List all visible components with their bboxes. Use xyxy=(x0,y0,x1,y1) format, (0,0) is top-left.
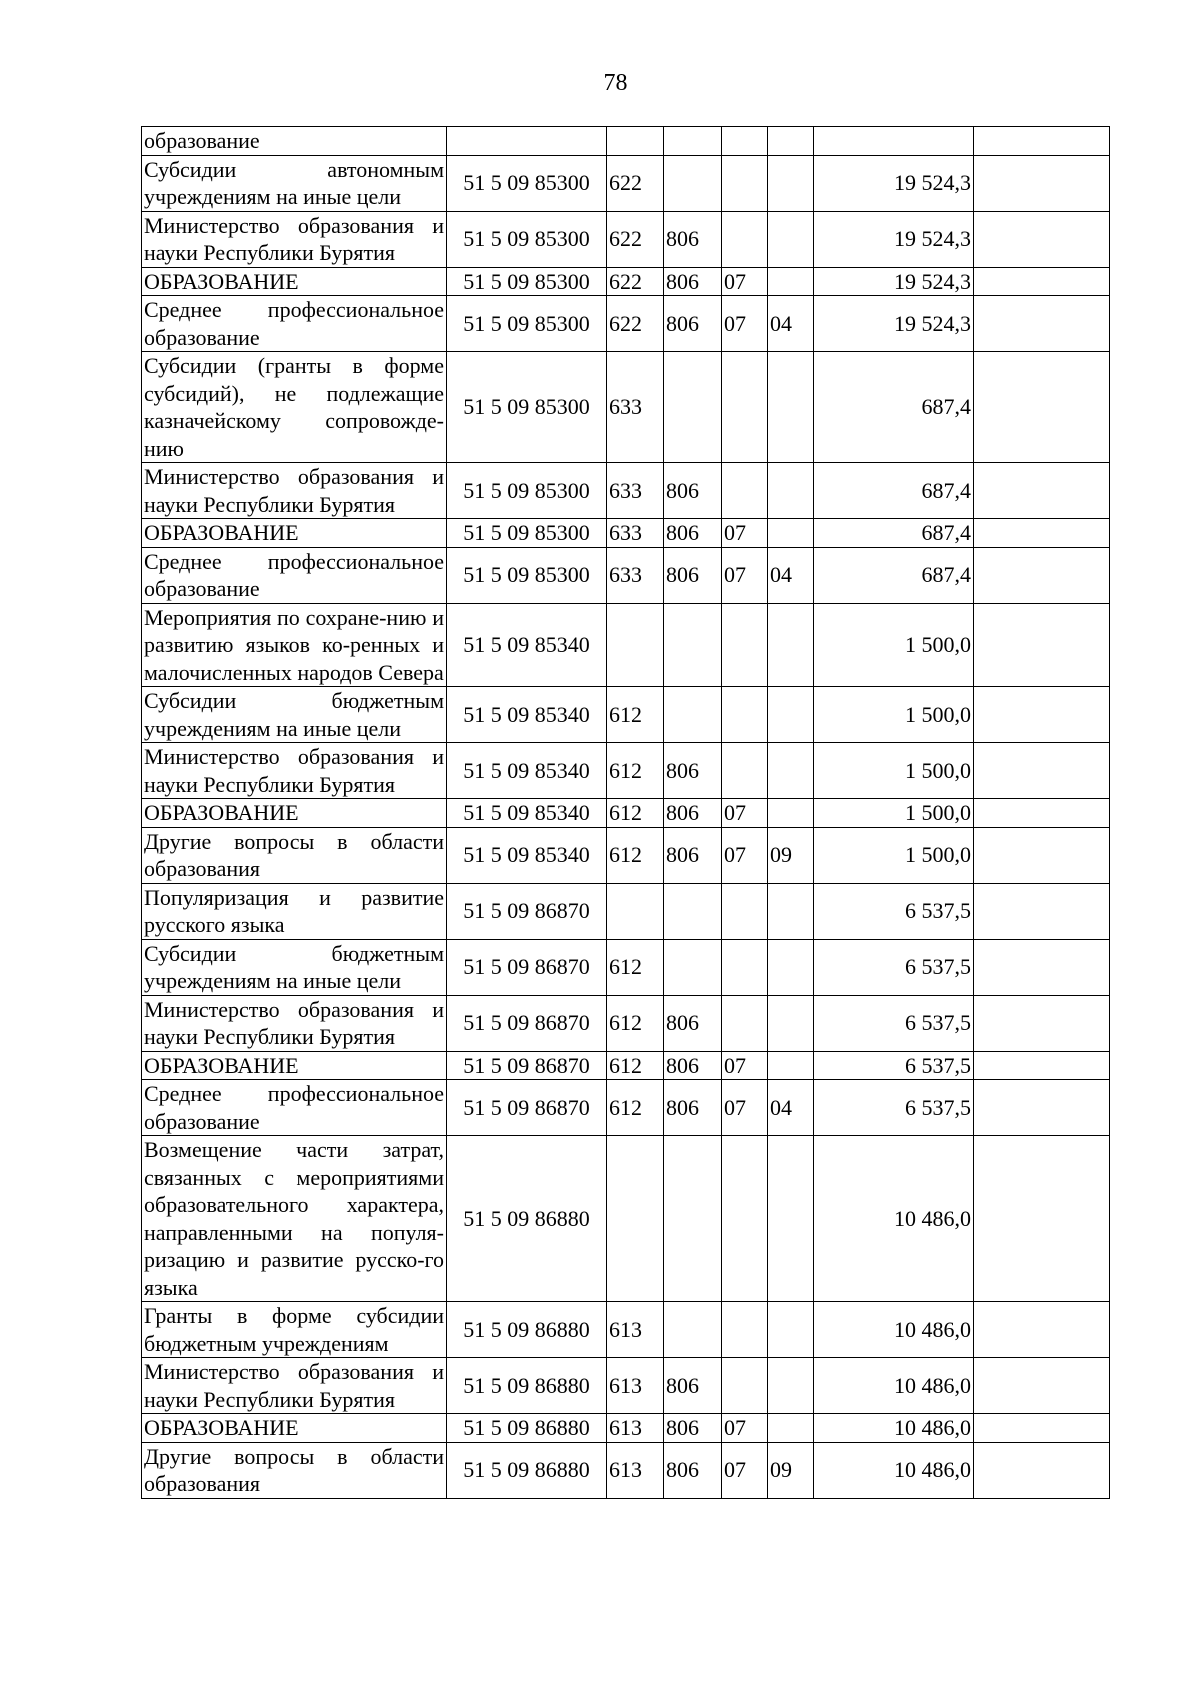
expense-type-cell: 622 xyxy=(607,155,664,211)
expense-type-cell: 612 xyxy=(607,939,664,995)
amount-cell: 687,4 xyxy=(814,463,974,519)
target-article-cell: 51 5 09 85300 xyxy=(447,547,607,603)
expense-type-cell: 613 xyxy=(607,1414,664,1443)
administrator-cell xyxy=(664,1302,722,1358)
administrator-cell: 806 xyxy=(664,1414,722,1443)
row-name-cell: Другие вопросы в области образования xyxy=(142,827,447,883)
empty-cell xyxy=(974,827,1110,883)
target-article-cell: 51 5 09 86870 xyxy=(447,995,607,1051)
administrator-cell: 806 xyxy=(664,743,722,799)
empty-cell xyxy=(974,463,1110,519)
subsection-cell xyxy=(768,939,814,995)
amount-cell: 10 486,0 xyxy=(814,1442,974,1498)
row-name-cell: ОБРАЗОВАНИЕ xyxy=(142,519,447,548)
subsection-cell xyxy=(768,155,814,211)
subsection-cell xyxy=(768,687,814,743)
row-name-cell: ОБРАЗОВАНИЕ xyxy=(142,1414,447,1443)
row-name-cell: Среднее профессиональное образование xyxy=(142,1080,447,1136)
administrator-cell: 806 xyxy=(664,211,722,267)
administrator-cell: 806 xyxy=(664,519,722,548)
empty-cell xyxy=(974,743,1110,799)
table-row xyxy=(142,211,1110,267)
row-name-cell: Среднее профессиональное образование xyxy=(142,547,447,603)
table-row xyxy=(142,296,1110,352)
row-name-cell: Субсидии (гранты в форме субсидий), не подлежащие казначейскому сопровожде-нию xyxy=(142,352,447,463)
section-cell: 07 xyxy=(722,267,768,296)
administrator-cell xyxy=(664,1136,722,1302)
table-row xyxy=(142,519,1110,548)
section-cell: 07 xyxy=(722,296,768,352)
row-name-cell: Популяризация и развитие русского языка xyxy=(142,883,447,939)
table-row xyxy=(142,1442,1110,1498)
row-name-cell: Субсидии бюджетным учреждениям на иные цели xyxy=(142,939,447,995)
amount-cell xyxy=(814,127,974,156)
empty-cell xyxy=(974,1302,1110,1358)
target-article-cell xyxy=(447,127,607,156)
table-row xyxy=(142,743,1110,799)
empty-cell xyxy=(974,211,1110,267)
table-row xyxy=(142,603,1110,687)
section-cell: 07 xyxy=(722,1442,768,1498)
section-cell: 07 xyxy=(722,519,768,548)
subsection-cell xyxy=(768,127,814,156)
expense-type-cell: 612 xyxy=(607,1080,664,1136)
row-name-cell: Министерство образования и науки Республики Бурятия xyxy=(142,743,447,799)
expense-type-cell xyxy=(607,1136,664,1302)
subsection-cell xyxy=(768,463,814,519)
administrator-cell xyxy=(664,939,722,995)
subsection-cell xyxy=(768,883,814,939)
empty-cell xyxy=(974,519,1110,548)
target-article-cell: 51 5 09 85340 xyxy=(447,827,607,883)
administrator-cell: 806 xyxy=(664,547,722,603)
subsection-cell xyxy=(768,1051,814,1080)
administrator-cell: 806 xyxy=(664,267,722,296)
target-article-cell: 51 5 09 85300 xyxy=(447,463,607,519)
subsection-cell xyxy=(768,211,814,267)
section-cell: 07 xyxy=(722,1414,768,1443)
table-row xyxy=(142,939,1110,995)
expense-type-cell: 612 xyxy=(607,799,664,828)
row-name-cell: Гранты в форме субсидии бюджетным учреждениям xyxy=(142,1302,447,1358)
administrator-cell: 806 xyxy=(664,296,722,352)
section-cell xyxy=(722,995,768,1051)
administrator-cell: 806 xyxy=(664,1051,722,1080)
amount-cell: 6 537,5 xyxy=(814,1080,974,1136)
table-row xyxy=(142,1414,1110,1443)
row-name-cell: образование xyxy=(142,127,447,156)
target-article-cell: 51 5 09 86870 xyxy=(447,939,607,995)
section-cell: 07 xyxy=(722,1080,768,1136)
section-cell xyxy=(722,352,768,463)
target-article-cell: 51 5 09 85300 xyxy=(447,211,607,267)
expense-type-cell: 613 xyxy=(607,1302,664,1358)
table-row xyxy=(142,1051,1110,1080)
administrator-cell xyxy=(664,127,722,156)
target-article-cell: 51 5 09 86880 xyxy=(447,1136,607,1302)
section-cell: 07 xyxy=(722,827,768,883)
administrator-cell xyxy=(664,352,722,463)
amount-cell: 19 524,3 xyxy=(814,155,974,211)
row-name-cell: Возмещение части затрат, связанных с мероприятиями образовательного характера, направленными на популя-ризацию и развитие русско-го языка xyxy=(142,1136,447,1302)
section-cell: 07 xyxy=(722,547,768,603)
expense-type-cell xyxy=(607,603,664,687)
table-row xyxy=(142,155,1110,211)
table-row xyxy=(142,995,1110,1051)
empty-cell xyxy=(974,155,1110,211)
subsection-cell xyxy=(768,743,814,799)
table-row xyxy=(142,547,1110,603)
target-article-cell: 51 5 09 86870 xyxy=(447,883,607,939)
table-row xyxy=(142,463,1110,519)
administrator-cell: 806 xyxy=(664,1442,722,1498)
empty-cell xyxy=(974,687,1110,743)
table-row xyxy=(142,1302,1110,1358)
empty-cell xyxy=(974,547,1110,603)
section-cell xyxy=(722,211,768,267)
target-article-cell: 51 5 09 85340 xyxy=(447,603,607,687)
section-cell xyxy=(722,687,768,743)
amount-cell: 10 486,0 xyxy=(814,1302,974,1358)
subsection-cell xyxy=(768,1302,814,1358)
section-cell: 07 xyxy=(722,799,768,828)
table-body xyxy=(142,127,1110,1499)
administrator-cell xyxy=(664,687,722,743)
target-article-cell: 51 5 09 86880 xyxy=(447,1302,607,1358)
empty-cell xyxy=(974,603,1110,687)
section-cell xyxy=(722,127,768,156)
target-article-cell: 51 5 09 85300 xyxy=(447,267,607,296)
table-row xyxy=(142,1136,1110,1302)
empty-cell xyxy=(974,127,1110,156)
subsection-cell: 04 xyxy=(768,547,814,603)
empty-cell xyxy=(974,352,1110,463)
target-article-cell: 51 5 09 86870 xyxy=(447,1051,607,1080)
section-cell xyxy=(722,1302,768,1358)
amount-cell: 19 524,3 xyxy=(814,267,974,296)
row-name-cell: Министерство образования и науки Республики Бурятия xyxy=(142,995,447,1051)
subsection-cell: 04 xyxy=(768,296,814,352)
section-cell xyxy=(722,155,768,211)
administrator-cell: 806 xyxy=(664,1358,722,1414)
row-name-cell: Мероприятия по сохране-нию и развитию языков ко-ренных и малочисленных народов Севера xyxy=(142,603,447,687)
administrator-cell xyxy=(664,603,722,687)
amount-cell: 6 537,5 xyxy=(814,995,974,1051)
table-row xyxy=(142,827,1110,883)
amount-cell: 6 537,5 xyxy=(814,883,974,939)
administrator-cell xyxy=(664,155,722,211)
row-name-cell: Среднее профессиональное образование xyxy=(142,296,447,352)
row-name-cell: Другие вопросы в области образования xyxy=(142,1442,447,1498)
table-row xyxy=(142,687,1110,743)
subsection-cell xyxy=(768,1136,814,1302)
target-article-cell: 51 5 09 85300 xyxy=(447,352,607,463)
section-cell xyxy=(722,743,768,799)
amount-cell: 1 500,0 xyxy=(814,603,974,687)
administrator-cell: 806 xyxy=(664,1080,722,1136)
expense-type-cell: 612 xyxy=(607,827,664,883)
row-name-cell: ОБРАЗОВАНИЕ xyxy=(142,799,447,828)
empty-cell xyxy=(974,267,1110,296)
expense-type-cell xyxy=(607,127,664,156)
amount-cell: 1 500,0 xyxy=(814,687,974,743)
row-name-cell: Министерство образования и науки Республики Бурятия xyxy=(142,211,447,267)
amount-cell: 687,4 xyxy=(814,547,974,603)
row-name-cell: Субсидии автономным учреждениям на иные цели xyxy=(142,155,447,211)
empty-cell xyxy=(974,1136,1110,1302)
amount-cell: 19 524,3 xyxy=(814,296,974,352)
expense-type-cell: 622 xyxy=(607,296,664,352)
amount-cell: 19 524,3 xyxy=(814,211,974,267)
budget-table xyxy=(141,126,1110,1499)
table-row xyxy=(142,352,1110,463)
row-name-cell: ОБРАЗОВАНИЕ xyxy=(142,267,447,296)
target-article-cell: 51 5 09 85340 xyxy=(447,743,607,799)
expense-type-cell: 633 xyxy=(607,547,664,603)
target-article-cell: 51 5 09 85300 xyxy=(447,519,607,548)
target-article-cell: 51 5 09 85300 xyxy=(447,155,607,211)
administrator-cell: 806 xyxy=(664,799,722,828)
table-row xyxy=(142,799,1110,828)
section-cell xyxy=(722,603,768,687)
expense-type-cell xyxy=(607,883,664,939)
subsection-cell xyxy=(768,267,814,296)
subsection-cell xyxy=(768,603,814,687)
subsection-cell xyxy=(768,519,814,548)
empty-cell xyxy=(974,883,1110,939)
subsection-cell xyxy=(768,1414,814,1443)
section-cell xyxy=(722,463,768,519)
empty-cell xyxy=(974,799,1110,828)
amount-cell: 687,4 xyxy=(814,352,974,463)
empty-cell xyxy=(974,296,1110,352)
table-row xyxy=(142,1080,1110,1136)
subsection-cell xyxy=(768,1358,814,1414)
row-name-cell: Субсидии бюджетным учреждениям на иные цели xyxy=(142,687,447,743)
amount-cell: 6 537,5 xyxy=(814,1051,974,1080)
table-row xyxy=(142,883,1110,939)
target-article-cell: 51 5 09 86880 xyxy=(447,1442,607,1498)
administrator-cell: 806 xyxy=(664,463,722,519)
expense-type-cell: 633 xyxy=(607,463,664,519)
amount-cell: 1 500,0 xyxy=(814,827,974,883)
row-name-cell: ОБРАЗОВАНИЕ xyxy=(142,1051,447,1080)
section-cell xyxy=(722,939,768,995)
empty-cell xyxy=(974,1051,1110,1080)
section-cell xyxy=(722,1136,768,1302)
empty-cell xyxy=(974,939,1110,995)
empty-cell xyxy=(974,995,1110,1051)
expense-type-cell: 612 xyxy=(607,995,664,1051)
administrator-cell: 806 xyxy=(664,995,722,1051)
expense-type-cell: 613 xyxy=(607,1358,664,1414)
page-number: 78 xyxy=(603,70,628,96)
section-cell: 07 xyxy=(722,1051,768,1080)
subsection-cell xyxy=(768,995,814,1051)
target-article-cell: 51 5 09 85300 xyxy=(447,296,607,352)
amount-cell: 10 486,0 xyxy=(814,1358,974,1414)
row-name-cell: Министерство образования и науки Республики Бурятия xyxy=(142,1358,447,1414)
subsection-cell: 09 xyxy=(768,1442,814,1498)
expense-type-cell: 622 xyxy=(607,211,664,267)
amount-cell: 10 486,0 xyxy=(814,1136,974,1302)
amount-cell: 6 537,5 xyxy=(814,939,974,995)
table-row xyxy=(142,127,1110,156)
subsection-cell xyxy=(768,799,814,828)
administrator-cell: 806 xyxy=(664,827,722,883)
amount-cell: 10 486,0 xyxy=(814,1414,974,1443)
expense-type-cell: 633 xyxy=(607,519,664,548)
row-name-cell: Министерство образования и науки Республики Бурятия xyxy=(142,463,447,519)
subsection-cell: 04 xyxy=(768,1080,814,1136)
amount-cell: 1 500,0 xyxy=(814,743,974,799)
empty-cell xyxy=(974,1358,1110,1414)
expense-type-cell: 622 xyxy=(607,267,664,296)
expense-type-cell: 612 xyxy=(607,687,664,743)
empty-cell xyxy=(974,1414,1110,1443)
target-article-cell: 51 5 09 86880 xyxy=(447,1414,607,1443)
subsection-cell: 09 xyxy=(768,827,814,883)
administrator-cell xyxy=(664,883,722,939)
target-article-cell: 51 5 09 86880 xyxy=(447,1358,607,1414)
amount-cell: 1 500,0 xyxy=(814,799,974,828)
target-article-cell: 51 5 09 86870 xyxy=(447,1080,607,1136)
empty-cell xyxy=(974,1080,1110,1136)
expense-type-cell: 613 xyxy=(607,1442,664,1498)
expense-type-cell: 612 xyxy=(607,743,664,799)
table-row xyxy=(142,1358,1110,1414)
expense-type-cell: 633 xyxy=(607,352,664,463)
subsection-cell xyxy=(768,352,814,463)
table-row xyxy=(142,267,1110,296)
section-cell xyxy=(722,1358,768,1414)
empty-cell xyxy=(974,1442,1110,1498)
target-article-cell: 51 5 09 85340 xyxy=(447,799,607,828)
expense-type-cell: 612 xyxy=(607,1051,664,1080)
amount-cell: 687,4 xyxy=(814,519,974,548)
target-article-cell: 51 5 09 85340 xyxy=(447,687,607,743)
section-cell xyxy=(722,883,768,939)
